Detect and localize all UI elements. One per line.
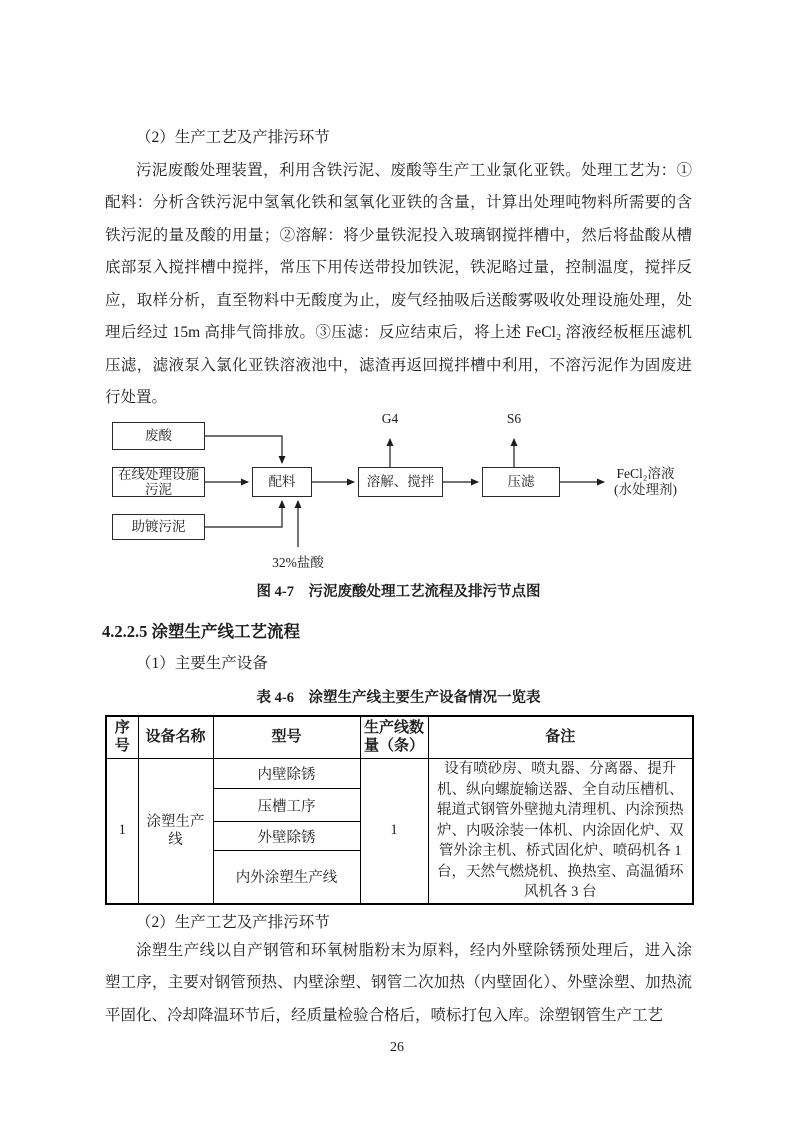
- diagram-box-online-sludge: 在线处理设施污泥: [112, 467, 205, 497]
- page-number: 26: [390, 1040, 404, 1055]
- equipment-table: [105, 715, 694, 905]
- coating-process-paragraph: 涂塑生产线以自产钢管和环氧树脂粉末为原料，经内外壁除锈预处理后，进入涂塑工序，主要对钢管预热、内壁涂塑、钢管二次加热（内壁固化）、外壁涂塑、加热流平固化、冷却降温环节后，经质量检验合格后，喷标打包入库。涂塑钢管生产工艺: [105, 941, 692, 1024]
- diagram-box-press-filter: 压滤: [482, 467, 560, 497]
- diagram-output-label: [603, 466, 688, 498]
- cell-model-1: 内壁除锈: [213, 759, 360, 789]
- cell-no: 1: [106, 759, 138, 904]
- diagram-box-batching: 配料: [252, 467, 312, 497]
- flow-diagram: [105, 407, 693, 579]
- cell-remark: 设有喷砂房、喷丸器、分离器、提升机、纵向螺旋输送器、全自动压槽机、辊道式钢管外壁抛丸清理机、内涂预热炉、内吸涂装一体机、内涂固化炉、双管外涂主机、桥式固化炉、喷码机各 1 台，天然气燃烧机、换热室、高温循环风机各 3 台: [428, 759, 693, 904]
- cell-equipment-name: 涂塑生产线: [138, 759, 213, 904]
- diagram-box-plating-sludge: 助镀污泥: [112, 514, 205, 540]
- cell-line-count: 1: [360, 759, 428, 904]
- cell-model-4: 内外涂塑生产线: [213, 851, 360, 904]
- table-header-row: [106, 716, 693, 759]
- cell-model-2: 压槽工序: [213, 789, 360, 822]
- cell-model-3: 外壁除锈: [213, 822, 360, 851]
- diagram-output-line2: (水处理剂): [614, 481, 677, 497]
- subheading-main-equipment: （1）主要生产设备: [136, 654, 268, 672]
- table-row: [106, 759, 693, 789]
- sludge-process-paragraph: 污泥废酸处理装置，利用含铁污泥、废酸等生产工业氯化亚铁。处理工艺为：①配料：分析含铁污泥中氢氧化铁和氢氧化亚铁的含量，计算出处理吨物料所需要的含铁污泥的量及酸的用量；②溶解：将少量铁泥投入玻璃钢搅拌槽中，然后将盐酸从槽底部泵入搅拌槽中搅拌，常压下用传送带投加铁泥，铁泥略过量，控制温度，搅拌反应，取样分析，直至物料中无酸度为止，废气经抽吸后送酸雾吸收处理设施处理，处理后经过 15m 高排气筒排放。③压滤：反应结束后，将上述 FeCl₂ 溶液经板框压滤机压滤，滤液泵入氯化亚铁溶液池中，滤渣再返回搅拌槽中利用，不溶污泥作为固废进行处置。: [105, 161, 692, 406]
- subheading-sludge-process: （2）生产工艺及产排污环节: [136, 129, 330, 146]
- diagram-box-waste-acid: 废酸: [112, 422, 205, 450]
- diagram-label-g4: G4: [381, 410, 399, 426]
- header-remark: 备注: [428, 716, 693, 759]
- subheading-coating-process: （2）生产工艺及产排污环节: [136, 913, 330, 931]
- diagram-box-dissolve-stir: 溶解、搅拌: [358, 467, 443, 497]
- header-no: 序号: [106, 716, 138, 759]
- section-heading-4225: 4.2.2.5 涂塑生产线工艺流程: [102, 621, 300, 641]
- header-model: 型号: [213, 716, 360, 759]
- page-content: [102, 0, 692, 1032]
- table-caption: 表 4-6 涂塑生产线主要生产设备情况一览表: [256, 689, 541, 706]
- diagram-label-s6: S6: [506, 410, 522, 426]
- diagram-output-line1: FeCl₂溶液: [616, 465, 675, 481]
- header-line-count: 生产线数量（条）: [360, 716, 428, 759]
- figure-caption: 图 4-7 污泥废酸处理工艺流程及排污节点图: [256, 583, 541, 600]
- diagram-label-hcl: 32%盐酸: [272, 554, 324, 570]
- header-name: 设备名称: [138, 716, 213, 759]
